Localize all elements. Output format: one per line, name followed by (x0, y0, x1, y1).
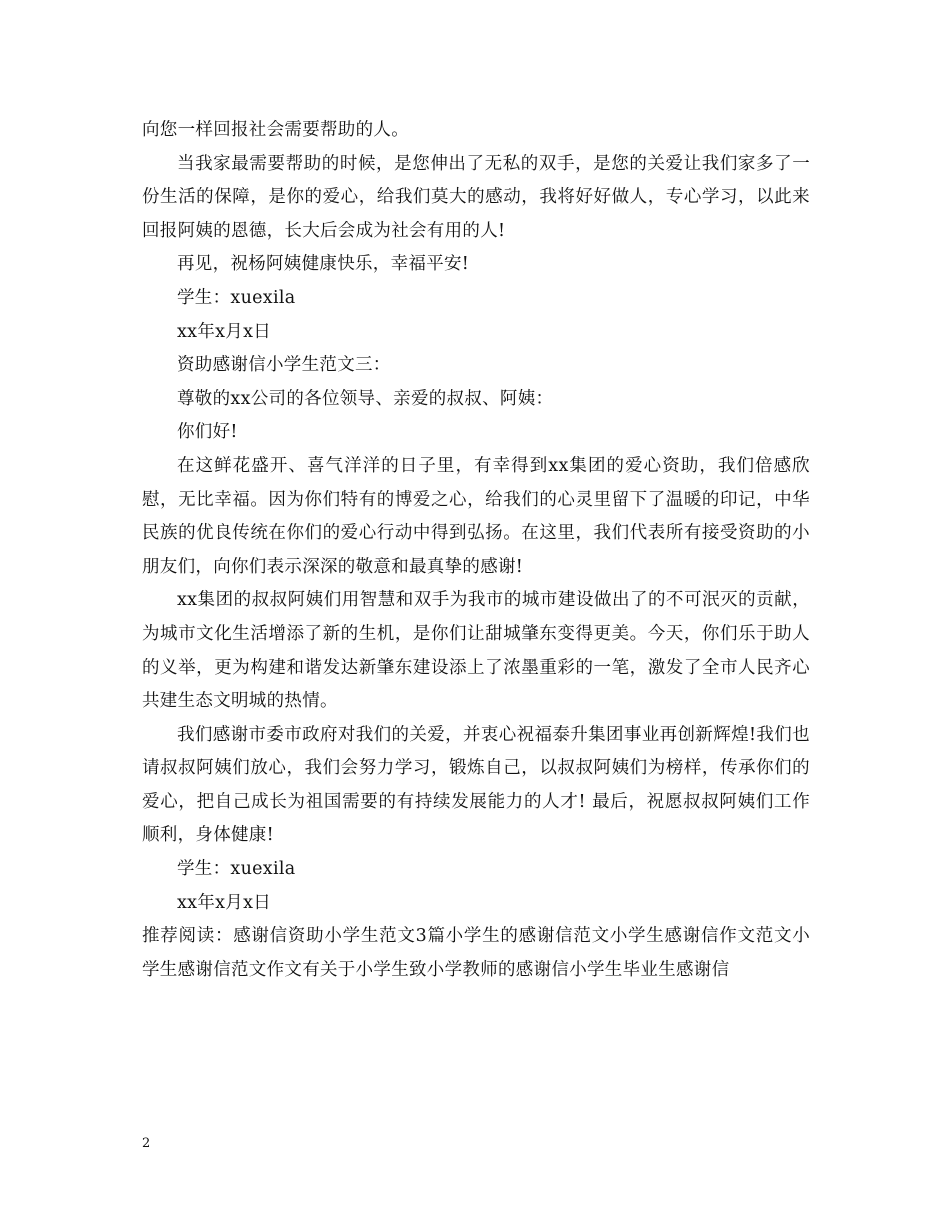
paragraph: 我们感谢市委市政府对我们的关爱，并衷心祝福泰升集团事业再创新辉煌!我们也请叔叔阿姨们放心，我们会努力学习，锻炼自己，以叔叔阿姨们为榜样，传承你们的爱心，把自己成长为祖国需要的有持续发展能力的人才! 最后，祝愿叔叔阿姨们工作顺利，身体健康! (142, 724, 810, 846)
recommended-reading: 推荐阅读：感谢信资助小学生范文3篇小学生的感谢信范文小学生感谢信作文范文小学生感谢信范文作文有关于小学生致小学教师的感谢信小学生毕业生感谢信 (142, 926, 810, 980)
signature-date: xx年x月x日 (177, 321, 272, 342)
greeting: 你们好! (177, 422, 238, 443)
paragraph: 当我家最需要帮助的时候，是您伸出了无私的双手，是您的关爱让我们家多了一份生活的保障，是你的爱心，给我们莫大的感动，我将好好做人，专心学习，以此来回报阿姨的恩德，长大后会成为社会有用的人! (142, 153, 810, 241)
signature-student: 学生：xuexila (177, 287, 296, 308)
paragraph: 再见，祝杨阿姨健康快乐，幸福平安! (177, 254, 470, 275)
signature-student: 学生：xuexila (177, 859, 296, 880)
paragraph: 向您一样回报社会需要帮助的人。 (142, 120, 409, 140)
document-body (142, 114, 810, 987)
signature-date: xx年x月x日 (177, 892, 272, 913)
salutation: 尊敬的xx公司的各位领导、亲爱的叔叔、阿姨： (177, 388, 554, 409)
section-heading: 资助感谢信小学生范文三： (177, 355, 391, 376)
paragraph: xx集团的叔叔阿姨们用智慧和双手为我市的城市建设做出了的不可泯灭的贡献，为城市文化生活增添了新的生机，是你们让甜城肇东变得更美。今天，你们乐于助人的义举，更为构建和谐发达新肇东建设添上了浓墨重彩的一笔，激发了全市人民齐心共建生态文明城的热情。 (142, 590, 810, 712)
page-number: 2 (142, 1136, 151, 1151)
paragraph: 在这鲜花盛开、喜气洋洋的日子里，有幸得到xx集团的爱心资助，我们倍感欣慰，无比幸福。因为你们特有的博爱之心，给我们的心灵里留下了温暖的印记，中华民族的优良传统在你们的爱心行动中得到弘扬。在这里，我们代表所有接受资助的小朋友们，向你们表示深深的敬意和最真挚的感谢! (142, 455, 810, 577)
